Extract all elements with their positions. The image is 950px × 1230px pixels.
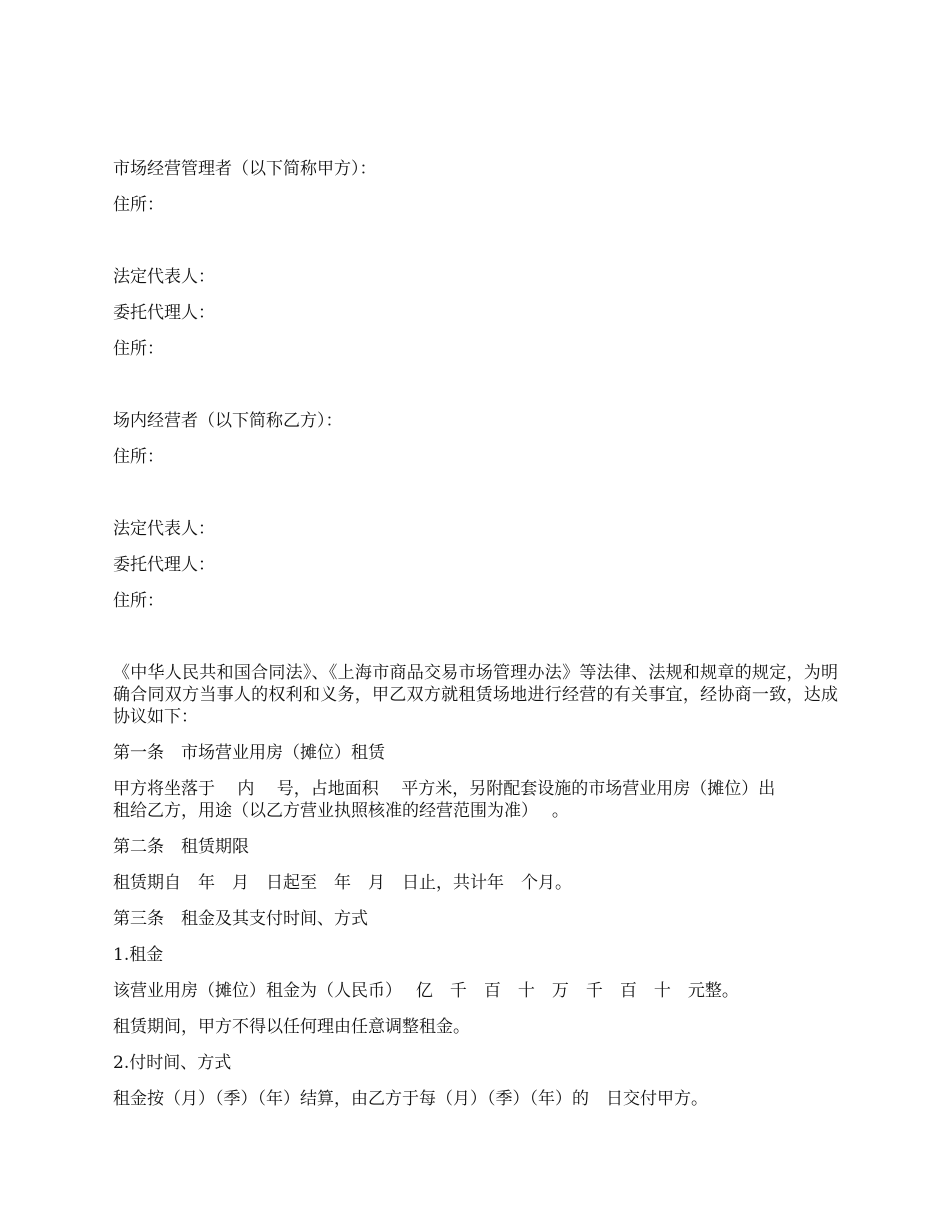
article-2-text: 租赁期自 年 月 日起至 年 月 日止，共计年 个月。 bbox=[113, 873, 572, 893]
article-2-heading: 第二条 租赁期限 bbox=[113, 837, 249, 857]
article-3-sub-1-note: 租赁期间，甲方不得以任何理由任意调整租金。 bbox=[113, 1017, 470, 1037]
party-a-title: 市场经营管理者（以下简称甲方）： bbox=[113, 159, 377, 179]
party-a-address: 住所： bbox=[113, 195, 164, 215]
party-b-agent-address: 住所： bbox=[113, 591, 164, 611]
article-1-text-line-2: 租给乙方，用途（以乙方营业执照核准的经营范围为准） 。 bbox=[113, 801, 569, 821]
party-b-legal-rep: 法定代表人： bbox=[113, 519, 215, 539]
party-a-agent: 委托代理人： bbox=[113, 303, 215, 323]
article-1-text-line-1: 甲方将坐落于 内 号，占地面积 平方米，另附配套设施的市场营业用房（摊位）出 bbox=[113, 779, 776, 799]
contract-body bbox=[113, 158, 838, 1110]
preamble-paragraph: 《中华人民共和国合同法》、《上海市商品交易市场管理办法》等法律、法规和规章的规定，为明确合同双方当事人的权利和义务，甲乙双方就租赁场地进行经营的有关事宜，经协商一致，达成协议如下： bbox=[113, 663, 838, 727]
article-3-heading: 第三条 租金及其支付时间、方式 bbox=[113, 909, 368, 929]
article-3-sub-2-text: 租金按（月）（季）（年）结算，由乙方于每（月）（季）（年）的 日交付甲方。 bbox=[113, 1089, 708, 1109]
party-b-address: 住所： bbox=[113, 447, 164, 467]
article-3-sub-1-heading: 1.租金 bbox=[113, 945, 164, 965]
party-b-agent: 委托代理人： bbox=[113, 555, 215, 575]
article-3-sub-2-heading: 2.付时间、方式 bbox=[113, 1053, 232, 1073]
party-b-title: 场内经营者（以下简称乙方）： bbox=[113, 411, 343, 431]
article-1-heading: 第一条 市场营业用房（摊位）租赁 bbox=[113, 743, 385, 763]
party-a-agent-address: 住所： bbox=[113, 339, 164, 359]
article-3-sub-1-text: 该营业用房（摊位）租金为（人民币） 亿 千 百 十 万 千 百 十 元整。 bbox=[113, 981, 739, 1001]
party-a-legal-rep: 法定代表人： bbox=[113, 267, 215, 287]
